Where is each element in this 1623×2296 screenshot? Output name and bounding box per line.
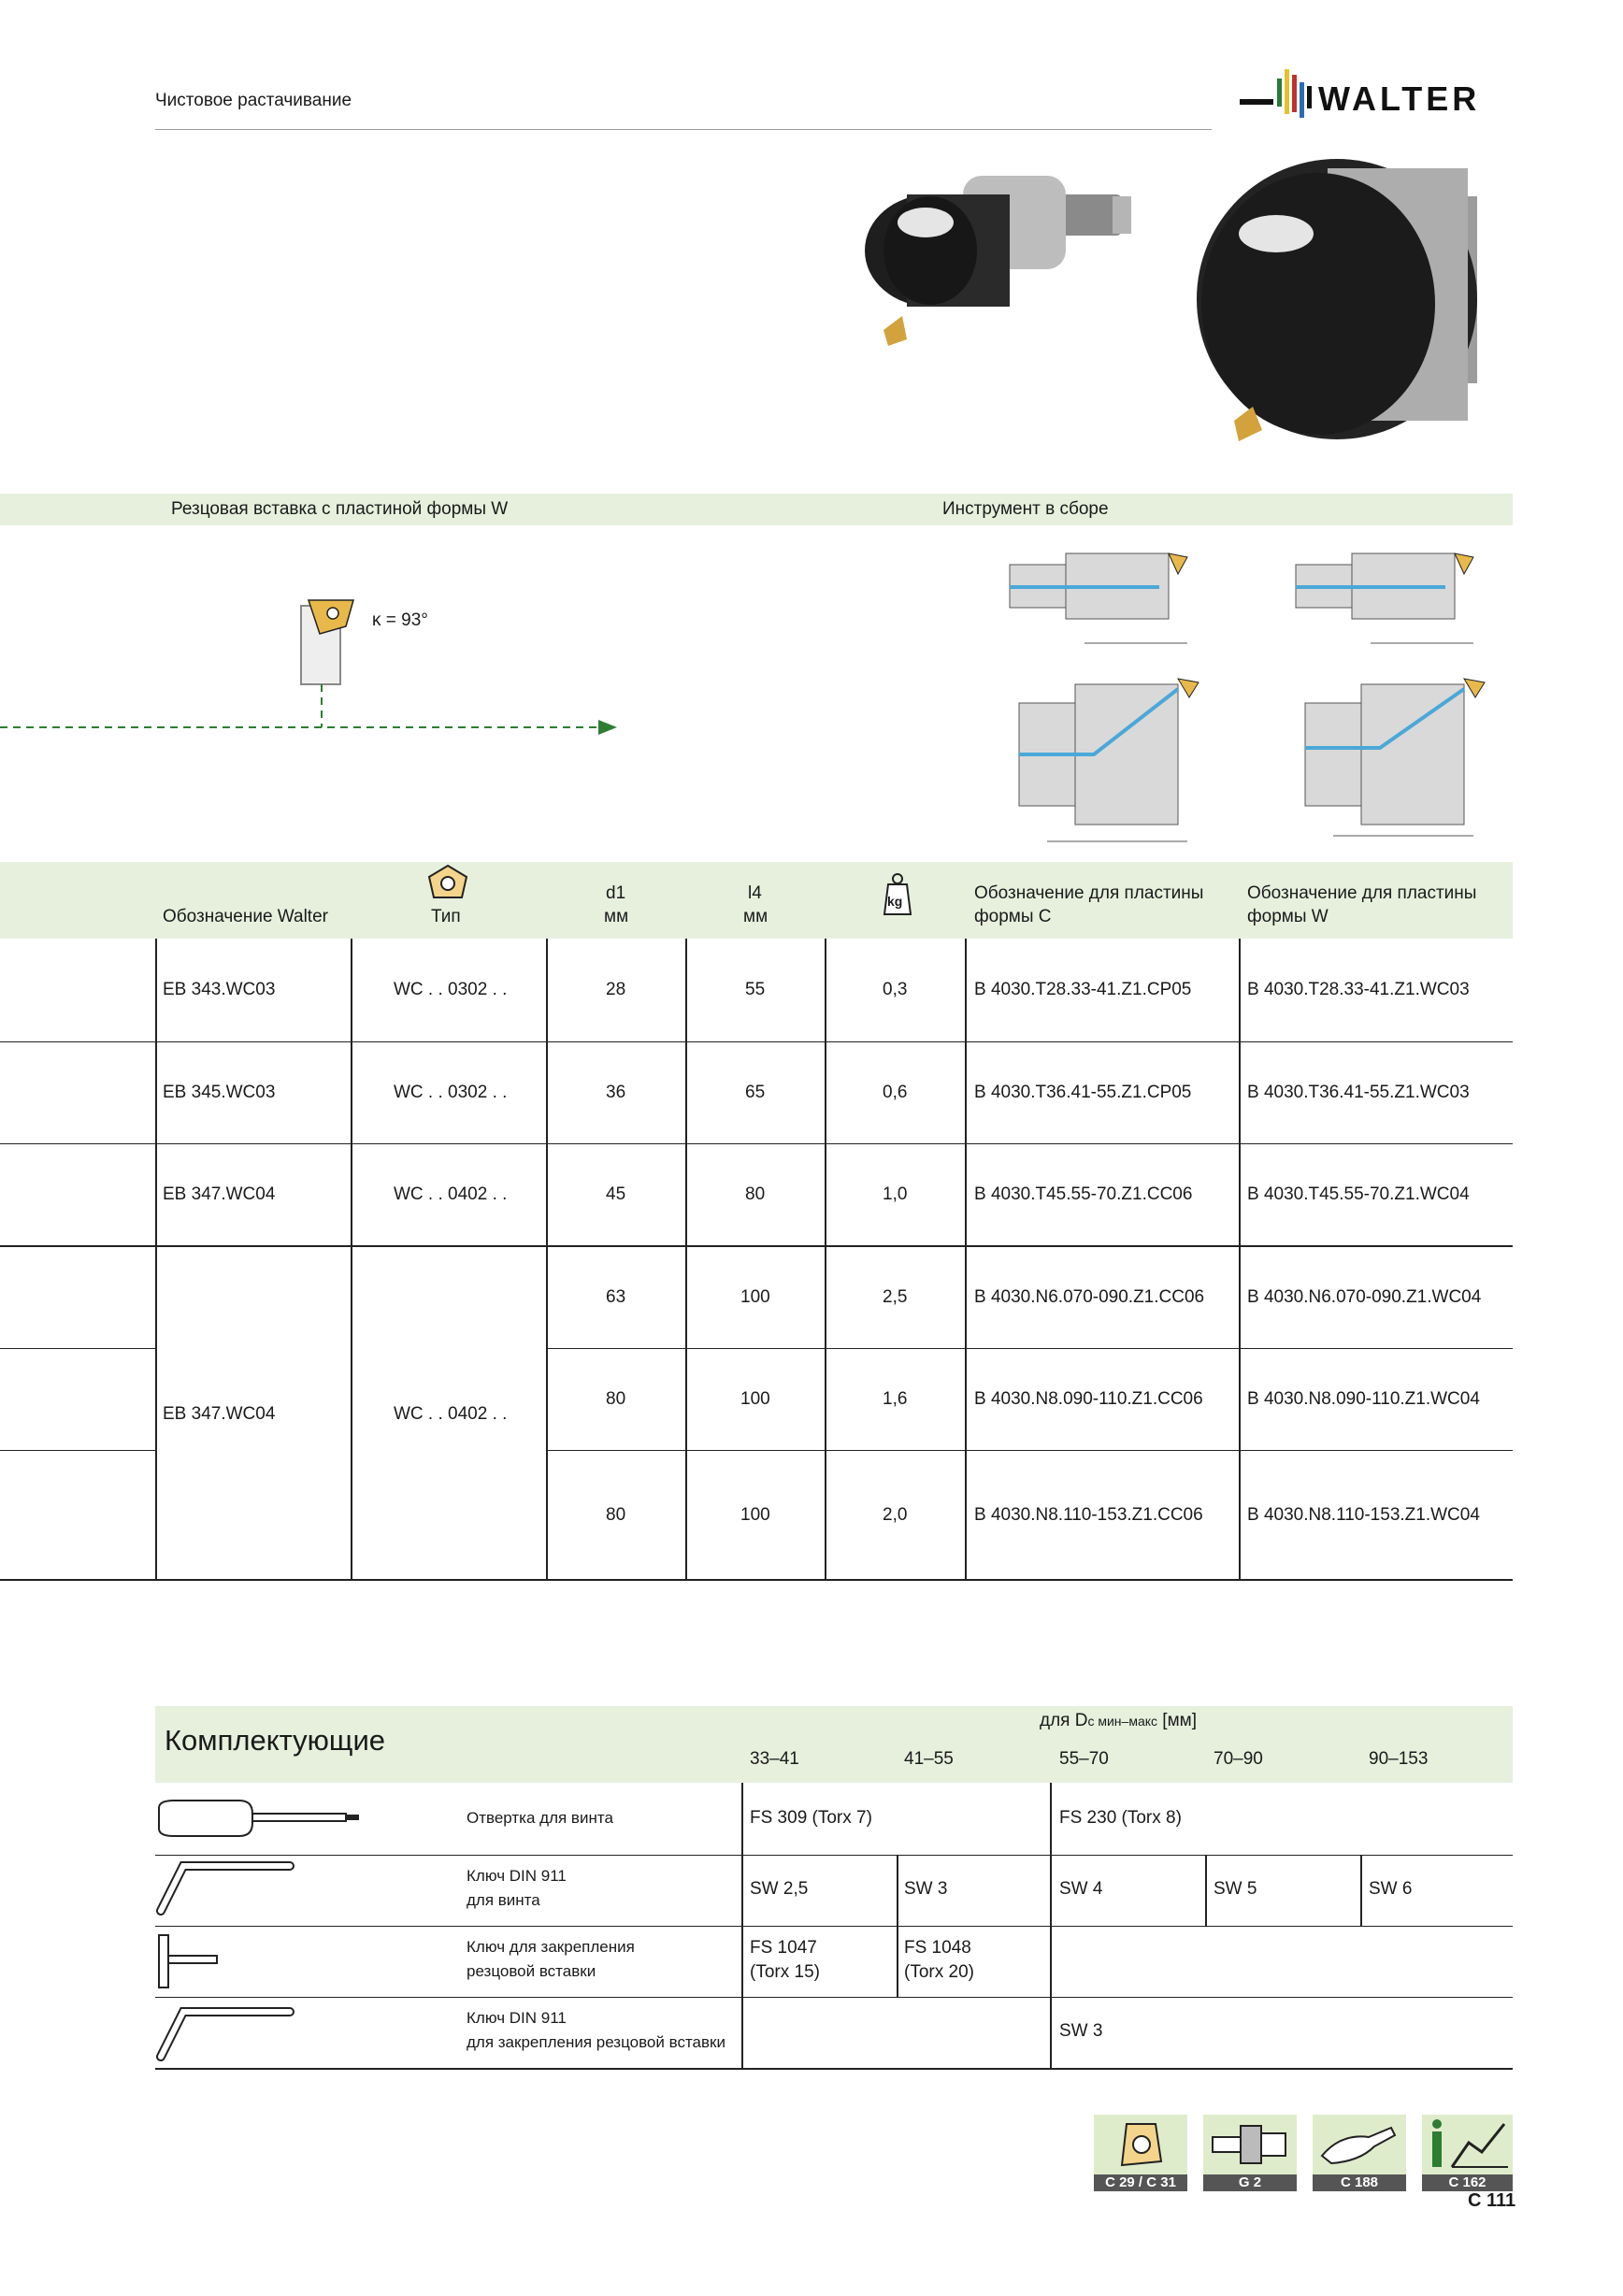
section-left-title: Резцовая вставка с пластиной формы W (171, 499, 509, 519)
info-chart-icon (1422, 2115, 1513, 2174)
cell-l4: 65 (745, 1083, 766, 1102)
table-hline (546, 1348, 1513, 1349)
acc-value: SW 6 (1369, 1879, 1413, 1899)
range-header: 41–55 (904, 1749, 954, 1769)
acc-value: SW 4 (1059, 1879, 1103, 1899)
cell-form-c: B 4030.N8.090-110.Z1.CC06 (974, 1389, 1203, 1409)
acc-item-label: резцовой вставки (467, 1962, 596, 1980)
walter-logo-graphic (1240, 62, 1516, 127)
acc-value: SW 5 (1214, 1879, 1257, 1899)
acc-value: SW 2,5 (750, 1879, 809, 1899)
cell-weight: 0,3 (883, 980, 908, 999)
weight-icon (883, 873, 912, 916)
acc-value: (Torx 15) (750, 1962, 820, 1982)
range-header: 33–41 (750, 1749, 799, 1769)
table-vline (1239, 939, 1241, 1580)
cell-form-c: B 4030.T36.41-55.Z1.CP05 (974, 1083, 1192, 1102)
th-d1: d1 (606, 883, 626, 903)
table-hline (0, 1143, 1513, 1144)
section-right-title: Инструмент в сборе (942, 499, 1109, 519)
acc-item-label: Ключ DIN 911 (467, 1867, 567, 1885)
table-hline (0, 1245, 1513, 1247)
ref-service-icon[interactable] (1313, 2115, 1406, 2191)
cell-l4: 100 (740, 1287, 770, 1307)
acc-item-label: Ключ DIN 911 (467, 2009, 567, 2027)
ref-label: C 162 (1422, 2174, 1513, 2191)
cell-type: WC . . 0302 . . (394, 980, 508, 999)
header-rule (155, 129, 1212, 130)
ref-info-icon[interactable] (1422, 2115, 1513, 2191)
insert-schematic (0, 589, 636, 743)
table-vline (351, 939, 352, 1580)
th-l4-unit: мм (743, 907, 768, 926)
cell-designation: EB 343.WC03 (163, 980, 276, 999)
assembly-drawing-3 (991, 666, 1206, 857)
ref-insert-icon[interactable] (1094, 2115, 1187, 2191)
dc-unit: [мм] (1162, 1711, 1197, 1730)
cell-form-w: B 4030.N8.090-110.Z1.WC04 (1247, 1389, 1480, 1409)
cell-form-w: B 4030.N6.070-090.Z1.WC04 (1247, 1287, 1482, 1307)
accessories-dc-label (1040, 1711, 1197, 1731)
cell-designation: EB 345.WC03 (163, 1083, 276, 1102)
acc-value: FS 230 (Torx 8) (1059, 1808, 1182, 1828)
wrench-hand-icon (1313, 2115, 1406, 2174)
ref-label: C 29 / C 31 (1094, 2174, 1187, 2191)
acc-hline (155, 1855, 1513, 1856)
acc-item-label: для винта (467, 1891, 540, 1909)
weight-icon-label: kg (887, 894, 903, 909)
acc-value: FS 1047 (750, 1938, 817, 1958)
table-hline (0, 1041, 1513, 1042)
th-l4: l4 (748, 883, 762, 903)
range-header: 70–90 (1214, 1749, 1263, 1769)
insert-icon (1094, 2115, 1187, 2174)
cell-weight: 2,5 (883, 1287, 908, 1307)
cell-d1: 36 (606, 1083, 626, 1102)
acc-vline (1205, 1855, 1207, 1926)
cell-type: WC . . 0302 . . (394, 1083, 508, 1102)
cell-l4: 55 (745, 980, 766, 999)
ref-holder-icon[interactable] (1203, 2115, 1297, 2191)
range-header: 55–70 (1059, 1749, 1109, 1769)
screwdriver-icon (155, 1795, 361, 1846)
ref-label: C 188 (1313, 2174, 1406, 2191)
cell-weight: 1,0 (883, 1184, 908, 1204)
table-hline (0, 1579, 1513, 1581)
page-title: Чистовое растачивание (155, 91, 352, 110)
accessories-title: Комплектующие (165, 1724, 385, 1757)
dc-subscript: c мин–макс (1087, 1714, 1158, 1729)
insert-w-icon (426, 864, 469, 906)
cell-designation-merged: EB 347.WC04 (163, 1404, 276, 1424)
table-vline (685, 939, 687, 1580)
cell-d1: 45 (606, 1184, 626, 1204)
cell-d1: 80 (606, 1505, 626, 1525)
cell-type-merged: WC . . 0402 . . (394, 1404, 508, 1424)
cell-form-w: B 4030.T28.33-41.Z1.WC03 (1247, 980, 1470, 999)
kappa-label: κ = 93° (372, 610, 428, 630)
cell-l4: 100 (740, 1389, 770, 1409)
cell-form-c: B 4030.N6.070-090.Z1.CC06 (974, 1287, 1205, 1307)
th-type: Тип (431, 907, 461, 926)
acc-item-label: Ключ для закрепления (467, 1938, 635, 1956)
cell-form-c: B 4030.T45.55-70.Z1.CC06 (974, 1184, 1193, 1204)
th-form-c-1: Обозначение для пластины (974, 883, 1204, 903)
cell-form-w: B 4030.T36.41-55.Z1.WC03 (1247, 1083, 1470, 1102)
cell-type: WC . . 0402 . . (394, 1184, 508, 1204)
range-header: 90–153 (1369, 1749, 1429, 1769)
page-number: C 111 (1468, 2190, 1516, 2211)
cell-form-c: B 4030.T28.33-41.Z1.CP05 (974, 980, 1192, 999)
hex-key-long-icon (155, 1999, 295, 2071)
walter-logo (1240, 62, 1516, 132)
th-form-c-2: формы C (974, 907, 1052, 926)
t-key-icon (155, 1930, 221, 2000)
product-photo-small (851, 138, 1150, 367)
assembly-drawing-1 (991, 546, 1197, 663)
table-vline (546, 939, 548, 1580)
cell-l4: 100 (740, 1505, 770, 1525)
acc-hline (155, 1997, 1513, 1998)
cell-d1: 28 (606, 980, 626, 999)
cell-weight: 2,0 (883, 1505, 908, 1525)
holder-icon (1203, 2115, 1297, 2174)
ref-label: G 2 (1203, 2174, 1297, 2191)
acc-value: SW 3 (904, 1879, 948, 1899)
th-designation: Обозначение Walter (163, 907, 328, 926)
cell-d1: 80 (606, 1389, 626, 1409)
table-vline (825, 939, 826, 1580)
th-form-w-1: Обозначение для пластины (1247, 883, 1477, 903)
dc-prefix: для D (1040, 1711, 1088, 1730)
assembly-drawing-2 (1277, 546, 1483, 663)
acc-hline (155, 1926, 1513, 1927)
acc-value: SW 3 (1059, 2021, 1103, 2041)
acc-vline (1360, 1855, 1362, 1926)
acc-item-label: для закрепления резцовой вставки (467, 2033, 725, 2051)
acc-value: (Torx 20) (904, 1962, 974, 1982)
table-vline (965, 939, 967, 1580)
acc-hline (155, 2068, 1513, 2070)
cell-weight: 0,6 (883, 1083, 908, 1102)
acc-value: FS 309 (Torx 7) (750, 1808, 872, 1828)
table-vline (155, 939, 157, 1580)
cell-d1: 63 (606, 1287, 626, 1307)
acc-value: FS 1048 (904, 1938, 971, 1958)
cell-form-w: B 4030.T45.55-70.Z1.WC04 (1247, 1184, 1470, 1204)
table-hline (0, 1348, 155, 1349)
cell-form-c: B 4030.N8.110-153.Z1.CC06 (974, 1505, 1203, 1525)
cell-weight: 1,6 (883, 1389, 908, 1409)
product-photo-large (1187, 140, 1524, 453)
hex-key-icon (155, 1857, 295, 1929)
th-d1-unit: мм (604, 907, 629, 926)
acc-item-label: Отвертка для винта (467, 1809, 613, 1827)
cell-designation: EB 347.WC04 (163, 1184, 276, 1204)
table-hline (0, 1450, 155, 1451)
table-hline (546, 1450, 1513, 1451)
svg-text:WALTER: WALTER (1318, 79, 1481, 118)
cell-l4: 80 (745, 1184, 766, 1204)
th-form-w-2: формы W (1247, 907, 1329, 926)
cell-form-w: B 4030.N8.110-153.Z1.WC04 (1247, 1505, 1480, 1525)
assembly-drawing-4 (1277, 666, 1492, 857)
